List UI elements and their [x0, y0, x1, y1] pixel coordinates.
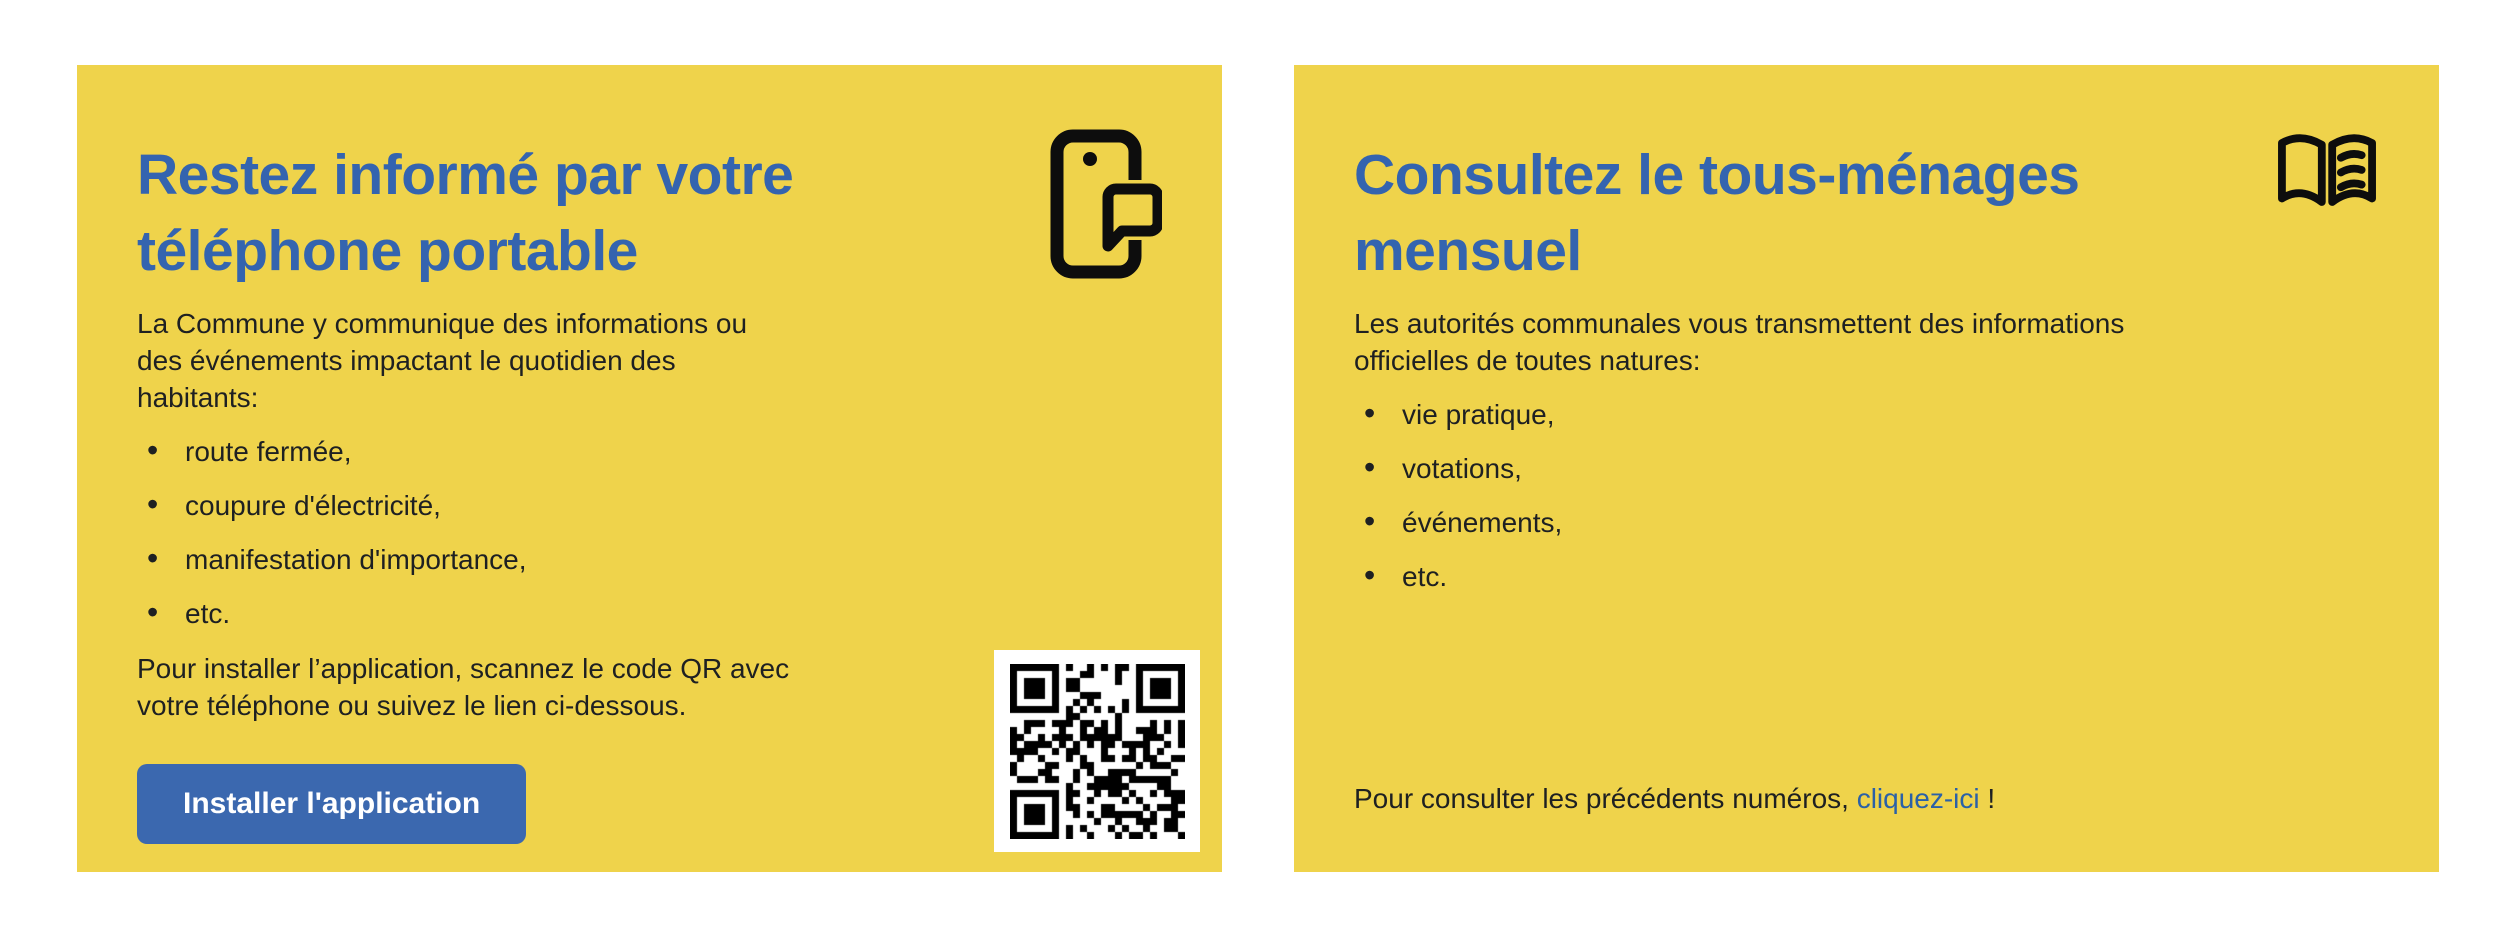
list-item: • coupure d'électricité,	[137, 487, 1162, 524]
install-column	[137, 650, 857, 844]
list-item: • etc.	[137, 595, 1162, 632]
title-line: téléphone portable	[137, 219, 638, 283]
page-title	[137, 137, 793, 289]
intro-paragraph: Les autorités communales vous transmettent des informations officielles de toutes natures:	[1354, 308, 2125, 376]
list-item: • événements,	[1354, 504, 2379, 541]
alert-types-list	[137, 433, 1162, 632]
info-types-list	[1354, 396, 2379, 595]
page-title	[1354, 137, 2079, 289]
footer-text: Pour consulter les précédents numéros,	[1354, 783, 1857, 814]
list-item: • manifestation d'importance,	[137, 541, 1162, 578]
intro-paragraph: La Commune y communique des informations ou des événements impactant le quotidien des habitants:	[137, 308, 748, 413]
card-mobile-app	[77, 65, 1222, 872]
card-newsletter	[1294, 65, 2439, 872]
archive-footer	[1354, 780, 2379, 817]
qr-instructions: Pour installer l’application, scannez le code QR avec votre téléphone ou suivez le lien ci-dessous.	[137, 653, 790, 721]
footer-text: !	[1979, 783, 1996, 814]
qr-row	[137, 650, 1200, 852]
title-line: mensuel	[1354, 219, 1582, 283]
qr-code	[994, 650, 1200, 852]
card-mobile-app-header	[137, 137, 1162, 289]
open-book-icon	[2275, 129, 2379, 216]
list-item: • vie pratique,	[1354, 396, 2379, 433]
qr-code-image	[1010, 664, 1185, 839]
list-item: • votations,	[1354, 450, 2379, 487]
previous-issues-link[interactable]: cliquez-ici	[1856, 783, 1980, 814]
list-item: • route fermée,	[137, 433, 1162, 470]
title-line: Consultez le tous-ménages	[1354, 143, 2080, 207]
install-app-button[interactable]: Installer l'application	[137, 764, 526, 844]
card-newsletter-header	[1354, 137, 2379, 289]
title-line: Restez informé par votre	[137, 143, 794, 207]
phone-message-icon	[1050, 129, 1162, 279]
list-item: • etc.	[1354, 558, 2379, 595]
